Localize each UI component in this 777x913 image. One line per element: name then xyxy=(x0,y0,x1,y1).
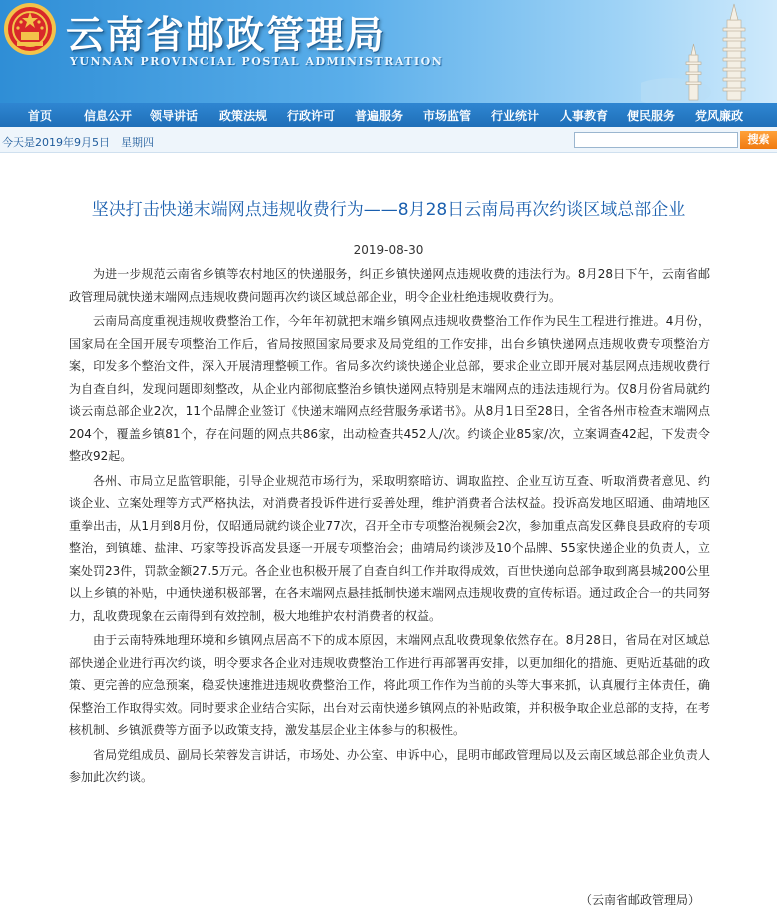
main-nav xyxy=(0,103,777,127)
article-title: 坚决打击快递末端网点违规收费行为——8月28日云南局再次约谈区域总部企业 xyxy=(91,200,686,220)
search-button[interactable]: 搜索 xyxy=(740,131,777,149)
site-subtitle: YUNNAN PROVINCIAL POSTAL ADMINISTRATION xyxy=(70,55,444,68)
article-paragraph: 云南局高度重视违规收费整治工作，今年年初就把末端乡镇网点违规收费整治工作作为民生工程进行推进。4月份，国家局在全国开展专项整治工作后，省局按照国家局要求及局党组的工作安排，出台乡镇快递网点违规收费专项整治方案，印发多个整治文件，深入开展清理整顿工作。省局多次约谈快递企业总部，要求企业立即开展对基层网点违规收费行为自查自纠，发现问题即刻整改，从企业内部彻底整治乡镇快递网点特别是末端网点的违法违规行为。仅8月份省局就约谈云南总部企业2次，11个品牌企业签订《快递末端网点经营服务承诺书》。从8月1日至28日，全省各州市检查末端网点204个，覆盖乡镇81个，存在问题的网点共86家，出动检查共452人/次。约谈企业85家/次，立案调查42起，下发责令整改92起。 xyxy=(69,314,710,463)
article-paragraph: 省局党组成员、副局长荣蓉发言讲话，市场处、办公室、申诉中心，昆明市邮政管理局以及云南区域总部企业负责人参加此次约谈。 xyxy=(69,747,710,784)
header-banner xyxy=(0,0,777,103)
article-body xyxy=(69,263,710,791)
nav-item-public-service[interactable]: 便民服务 xyxy=(627,109,676,123)
nav-item-universal-service[interactable]: 普遍服务 xyxy=(355,109,404,123)
nav-item-admin-license[interactable]: 行政许可 xyxy=(287,109,336,123)
nav-item-home[interactable]: 首页 xyxy=(28,109,53,123)
search-input[interactable] xyxy=(574,132,738,148)
date-bar xyxy=(0,127,777,153)
site-title: 云南省邮政管理局 xyxy=(66,12,387,57)
today-date: 今天是2019年9月5日 星期四 xyxy=(2,136,154,149)
national-emblem-icon xyxy=(3,2,57,56)
nav-item-leader-speeches[interactable]: 领导讲话 xyxy=(150,109,199,123)
article-paragraph: 各州、市局立足监管职能，引导企业规范市场行为，采取明察暗访、调取监控、企业互访互查、听取消费者意见、约谈企业、立案处理等方式严格执法，对消费者投诉件进行妥善处理，维护消费者合法权益。投诉高发地区昭通、曲靖地区重拳出击，从1月到8月份，仅昭通局就约谈企业77次，召开全市专项整治视频会2次，参加重点高发区彝良县政府的专项整治，到镇雄、盐津、巧家等投诉高发县逐一开展专项整治会；曲靖局约谈涉及10个品牌、55家快递企业的负责人，立案处罚23件，罚款金额27.5万元。各企业也积极开展了自查自纠工作并取得成效，百世快递向总部争取到离县城200公里以上乡镇的补贴，中通快递积极部署，在各末端网点悬挂抵制快递末端网点违规收费的宣传标语。通过政企合一的共同努力，乱收费现象在云南得到有效控制，极大地维护农村消费者的权益。 xyxy=(69,473,710,623)
article-paragraph: 由于云南特殊地理环境和乡镇网点居高不下的成本原因，末端网点乱收费现象依然存在。8月28日，省局在对区域总部快递企业进行再次约谈，明令要求各企业对违规收费整治工作进行再部署再安排，以更加细化的措施、更贴近基础的政策、更完善的应急预案，稳妥快速推进违规收费整治工作，将此项工作作为当前的头等大事来抓，认真履行主体责任，确保整治工作取得实效。同时要求企业结合实际，出台对云南快递乡镇网点的补贴政策，并积极争取企业总部的支持，在考核机制、乡镇派费等方面予以政策支持，激发基层企业主体参与的积极性。 xyxy=(69,633,710,737)
article-date: 2019-08-30 xyxy=(353,243,424,257)
nav-item-policies[interactable]: 政策法规 xyxy=(219,109,268,123)
nav-item-personnel[interactable]: 人事教育 xyxy=(560,109,609,123)
nav-item-industry-stats[interactable]: 行业统计 xyxy=(491,109,540,123)
nav-item-info-disclosure[interactable]: 信息公开 xyxy=(84,109,133,123)
article-source: （云南省邮政管理局） xyxy=(579,893,700,907)
pagoda-illustration-icon xyxy=(641,0,771,103)
nav-item-market-supervision[interactable]: 市场监管 xyxy=(423,109,472,123)
nav-item-party-integrity[interactable]: 党风廉政 xyxy=(695,109,744,123)
article-paragraph: 为进一步规范云南省乡镇等农村地区的快递服务，纠正乡镇快递网点违规收费的违法行为。8月28日下午，云南省邮政管理局就快递末端网点违规收费问题再次约谈区域总部企业，明令企业杜绝违规收费行为。 xyxy=(69,267,710,304)
